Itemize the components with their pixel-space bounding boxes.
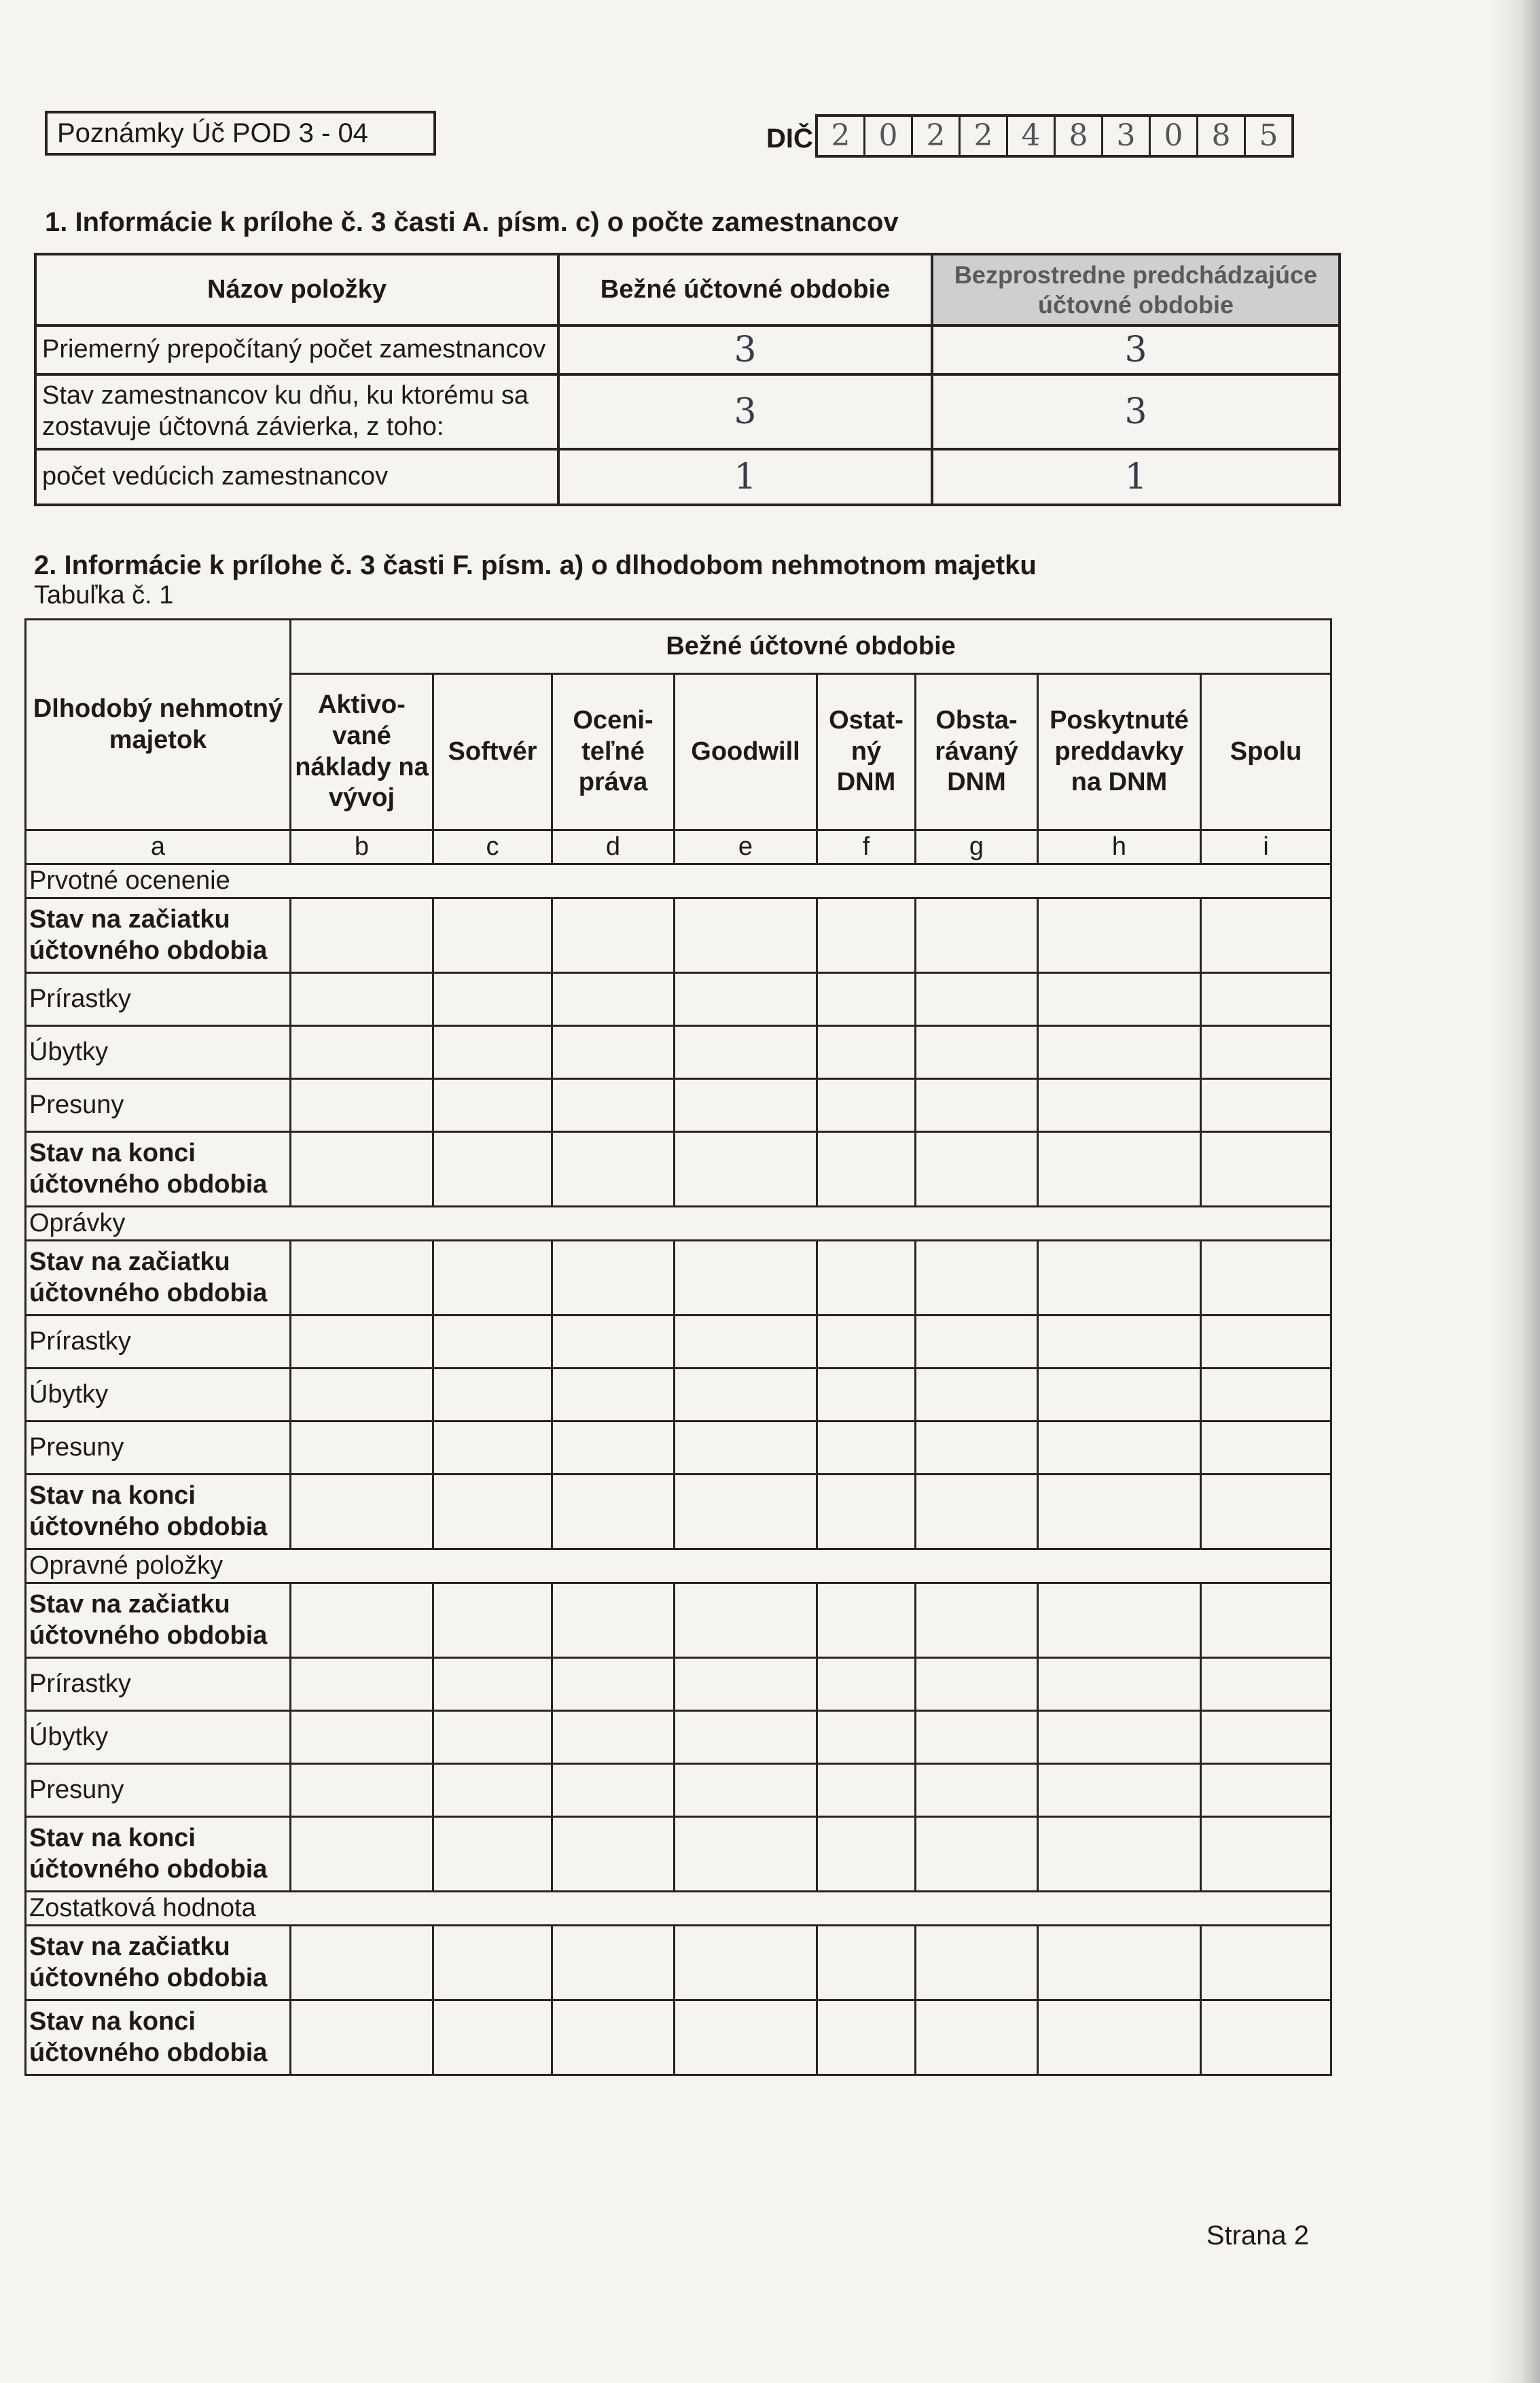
value-cell[interactable] bbox=[1201, 973, 1331, 1026]
value-cell[interactable] bbox=[675, 898, 817, 973]
dic-digit[interactable]: 2 bbox=[961, 117, 1008, 155]
employees-table bbox=[34, 253, 1341, 506]
value-cell[interactable] bbox=[433, 1422, 552, 1475]
current-value[interactable]: 1 bbox=[558, 449, 932, 505]
value-cell[interactable] bbox=[1038, 1132, 1201, 1207]
section1-title: 1. Informácie k prílohe č. 3 časti A. písm. c) o počte zamestnancov bbox=[45, 207, 899, 237]
value-cell[interactable] bbox=[817, 1817, 916, 1892]
value-cell[interactable] bbox=[675, 973, 817, 1026]
value-cell[interactable] bbox=[916, 1079, 1038, 1132]
value-cell[interactable] bbox=[916, 1241, 1038, 1316]
value-cell[interactable] bbox=[433, 1926, 552, 2000]
value-cell[interactable] bbox=[1038, 1658, 1201, 1711]
value-cell[interactable] bbox=[433, 898, 552, 973]
value-cell[interactable] bbox=[552, 1316, 675, 1369]
value-cell[interactable] bbox=[817, 1422, 916, 1475]
value-cell[interactable] bbox=[817, 973, 916, 1026]
previous-value[interactable]: 3 bbox=[932, 374, 1340, 449]
value-cell[interactable] bbox=[675, 1241, 817, 1316]
value-cell[interactable] bbox=[916, 2000, 1038, 2075]
value-cell[interactable] bbox=[1038, 1764, 1201, 1817]
row-label: Stav na konci účtovného obdobia bbox=[26, 1817, 291, 1892]
col-letter: e bbox=[675, 830, 817, 864]
value-cell[interactable] bbox=[675, 1026, 817, 1079]
value-cell[interactable] bbox=[817, 1026, 916, 1079]
value-cell[interactable] bbox=[433, 1079, 552, 1132]
table-row bbox=[26, 1369, 1331, 1422]
dic-digit[interactable]: 2 bbox=[913, 117, 961, 155]
col-header: Oceni- teľné práva bbox=[552, 674, 675, 830]
value-cell[interactable] bbox=[1038, 1583, 1201, 1658]
col-name-header: Názov položky bbox=[35, 254, 558, 325]
value-cell[interactable] bbox=[433, 1658, 552, 1711]
value-cell[interactable] bbox=[916, 1026, 1038, 1079]
col-group-header: Bežné účtovné obdobie bbox=[291, 620, 1331, 674]
col-header: Goodwill bbox=[675, 674, 817, 830]
value-cell[interactable] bbox=[817, 1475, 916, 1549]
value-cell[interactable] bbox=[1201, 1132, 1331, 1207]
dic-digit[interactable]: 4 bbox=[1008, 117, 1056, 155]
table-row bbox=[26, 1026, 1331, 1079]
dic-digit[interactable]: 8 bbox=[1056, 117, 1103, 155]
row-label: Stav na začiatku účtovného obdobia bbox=[26, 898, 291, 973]
value-cell[interactable] bbox=[433, 1475, 552, 1549]
value-cell[interactable] bbox=[1201, 1422, 1331, 1475]
value-cell[interactable] bbox=[291, 2000, 433, 2075]
value-cell[interactable] bbox=[1201, 1241, 1331, 1316]
col-header: Poskytnuté preddavky na DNM bbox=[1038, 674, 1201, 830]
value-cell[interactable] bbox=[675, 1817, 817, 1892]
value-cell[interactable] bbox=[1201, 1583, 1331, 1658]
value-cell[interactable] bbox=[1038, 1079, 1201, 1132]
value-cell[interactable] bbox=[552, 1475, 675, 1549]
value-cell[interactable] bbox=[817, 1764, 916, 1817]
row-label: Úbytky bbox=[26, 1711, 291, 1764]
value-cell[interactable] bbox=[552, 1817, 675, 1892]
value-cell[interactable] bbox=[433, 1241, 552, 1316]
intangible-assets-table bbox=[24, 618, 1332, 2076]
col-letter: i bbox=[1201, 830, 1331, 864]
col-previous-header: Bezprostredne predchádzajúce účtovné obdobie bbox=[932, 254, 1340, 325]
value-cell[interactable] bbox=[1201, 1817, 1331, 1892]
value-cell[interactable] bbox=[291, 1316, 433, 1369]
value-cell[interactable] bbox=[291, 1711, 433, 1764]
value-cell[interactable] bbox=[1201, 1711, 1331, 1764]
value-cell[interactable] bbox=[552, 1583, 675, 1658]
value-cell[interactable] bbox=[552, 1079, 675, 1132]
value-cell[interactable] bbox=[552, 1658, 675, 1711]
table-row bbox=[26, 1316, 1331, 1369]
dic-digit[interactable]: 8 bbox=[1198, 117, 1246, 155]
value-cell[interactable] bbox=[916, 1316, 1038, 1369]
value-cell[interactable] bbox=[817, 1079, 916, 1132]
group-label: Opravné položky bbox=[26, 1549, 1331, 1583]
value-cell[interactable] bbox=[1038, 1817, 1201, 1892]
table-row bbox=[26, 1583, 1331, 1658]
value-cell[interactable] bbox=[552, 1711, 675, 1764]
value-cell[interactable] bbox=[1038, 1369, 1201, 1422]
table-row bbox=[26, 1764, 1331, 1817]
value-cell[interactable] bbox=[817, 1583, 916, 1658]
value-cell[interactable] bbox=[552, 973, 675, 1026]
value-cell[interactable] bbox=[817, 1241, 916, 1316]
group-label: Oprávky bbox=[26, 1207, 1331, 1241]
row-label: Stav na začiatku účtovného obdobia bbox=[26, 1583, 291, 1658]
value-cell[interactable] bbox=[552, 1926, 675, 2000]
value-cell[interactable] bbox=[1201, 1079, 1331, 1132]
value-cell[interactable] bbox=[916, 1583, 1038, 1658]
row-label: Úbytky bbox=[26, 1026, 291, 1079]
value-cell[interactable] bbox=[291, 1764, 433, 1817]
dic-digit[interactable]: 0 bbox=[1151, 117, 1198, 155]
value-cell[interactable] bbox=[916, 1475, 1038, 1549]
value-cell[interactable] bbox=[433, 973, 552, 1026]
value-cell[interactable] bbox=[433, 1711, 552, 1764]
value-cell[interactable] bbox=[1038, 1926, 1201, 2000]
value-cell[interactable] bbox=[552, 1369, 675, 1422]
value-cell[interactable] bbox=[1038, 1422, 1201, 1475]
value-cell[interactable] bbox=[817, 1658, 916, 1711]
dic-digit[interactable]: 0 bbox=[865, 117, 913, 155]
value-cell[interactable] bbox=[552, 1764, 675, 1817]
value-cell[interactable] bbox=[433, 1132, 552, 1207]
value-cell[interactable] bbox=[291, 1132, 433, 1207]
col-letter: b bbox=[291, 830, 433, 864]
row-label: Prírastky bbox=[26, 1316, 291, 1369]
row-label: počet vedúcich zamestnancov bbox=[35, 449, 558, 505]
value-cell[interactable] bbox=[817, 1132, 916, 1207]
value-cell[interactable] bbox=[817, 2000, 916, 2075]
value-cell[interactable] bbox=[675, 1132, 817, 1207]
current-value[interactable]: 3 bbox=[558, 325, 932, 374]
col-header: Spolu bbox=[1201, 674, 1331, 830]
value-cell[interactable] bbox=[1201, 1926, 1331, 2000]
value-cell[interactable] bbox=[291, 1583, 433, 1658]
previous-value[interactable]: 3 bbox=[932, 325, 1340, 374]
value-cell[interactable] bbox=[552, 1422, 675, 1475]
form-label: Poznámky Úč POD 3 - 04 bbox=[45, 111, 436, 156]
value-cell[interactable] bbox=[675, 1316, 817, 1369]
value-cell[interactable] bbox=[433, 1316, 552, 1369]
value-cell[interactable] bbox=[916, 1764, 1038, 1817]
value-cell[interactable] bbox=[1201, 1316, 1331, 1369]
value-cell[interactable] bbox=[916, 1369, 1038, 1422]
table-row bbox=[26, 1132, 1331, 1207]
col-letter: d bbox=[552, 830, 675, 864]
value-cell[interactable] bbox=[291, 898, 433, 973]
value-cell[interactable] bbox=[817, 1926, 916, 2000]
value-cell[interactable] bbox=[1201, 2000, 1331, 2075]
group-label: Zostatková hodnota bbox=[26, 1892, 1331, 1926]
row-label: Presuny bbox=[26, 1764, 291, 1817]
value-cell[interactable] bbox=[291, 973, 433, 1026]
col-header: Obsta- rávaný DNM bbox=[916, 674, 1038, 830]
value-cell[interactable] bbox=[433, 1369, 552, 1422]
row-label: Stav na začiatku účtovného obdobia bbox=[26, 1241, 291, 1316]
row-label: Stav zamestnancov ku dňu, ku ktorému sa zostavuje účtovná závierka, z toho: bbox=[35, 374, 558, 449]
value-cell[interactable] bbox=[916, 1132, 1038, 1207]
value-cell[interactable] bbox=[675, 1422, 817, 1475]
value-cell[interactable] bbox=[916, 973, 1038, 1026]
col-header: Aktivo- vané náklady na vývoj bbox=[291, 674, 433, 830]
table-row bbox=[26, 1817, 1331, 1892]
page-number: Strana 2 bbox=[1206, 2221, 1309, 2250]
table-row bbox=[26, 1926, 1331, 2000]
value-cell[interactable] bbox=[675, 1658, 817, 1711]
table-row bbox=[26, 1658, 1331, 1711]
value-cell[interactable] bbox=[1038, 1475, 1201, 1549]
value-cell[interactable] bbox=[916, 1422, 1038, 1475]
value-cell[interactable] bbox=[916, 1926, 1038, 2000]
page-edge-shadow bbox=[1492, 0, 1540, 2383]
col-letter: f bbox=[817, 830, 916, 864]
table-row bbox=[26, 1079, 1331, 1132]
value-cell[interactable] bbox=[291, 1658, 433, 1711]
col-letter: g bbox=[916, 830, 1038, 864]
value-cell[interactable] bbox=[552, 1241, 675, 1316]
value-cell[interactable] bbox=[291, 1026, 433, 1079]
value-cell[interactable] bbox=[916, 1817, 1038, 1892]
value-cell[interactable] bbox=[433, 1583, 552, 1658]
row-label: Stav na konci účtovného obdobia bbox=[26, 2000, 291, 2075]
value-cell[interactable] bbox=[552, 1026, 675, 1079]
value-cell[interactable] bbox=[1201, 1369, 1331, 1422]
col-current-header: Bežné účtovné obdobie bbox=[558, 254, 932, 325]
value-cell[interactable] bbox=[675, 1926, 817, 2000]
dic-boxes bbox=[815, 114, 1294, 158]
value-cell[interactable] bbox=[916, 898, 1038, 973]
value-cell[interactable] bbox=[1038, 1241, 1201, 1316]
col-letter: h bbox=[1038, 830, 1201, 864]
group-label: Prvotné ocenenie bbox=[26, 864, 1331, 898]
value-cell[interactable] bbox=[1038, 1316, 1201, 1369]
table-row bbox=[26, 1241, 1331, 1316]
dic-digit[interactable]: 2 bbox=[818, 117, 865, 155]
row-label: Prírastky bbox=[26, 1658, 291, 1711]
value-cell[interactable] bbox=[1201, 898, 1331, 973]
row-label: Stav na konci účtovného obdobia bbox=[26, 1132, 291, 1207]
value-cell[interactable] bbox=[817, 898, 916, 973]
row-label: Presuny bbox=[26, 1422, 291, 1475]
value-cell[interactable] bbox=[1038, 898, 1201, 973]
dic-label: DIČ bbox=[766, 124, 813, 154]
row-label: Stav na konci účtovného obdobia bbox=[26, 1475, 291, 1549]
value-cell[interactable] bbox=[1201, 1475, 1331, 1549]
value-cell[interactable] bbox=[291, 1422, 433, 1475]
value-cell[interactable] bbox=[675, 1079, 817, 1132]
value-cell[interactable] bbox=[291, 1079, 433, 1132]
value-cell[interactable] bbox=[1038, 1026, 1201, 1079]
dic-digit[interactable]: 5 bbox=[1259, 118, 1278, 153]
value-cell[interactable] bbox=[916, 1711, 1038, 1764]
value-cell[interactable] bbox=[552, 1132, 675, 1207]
value-cell[interactable] bbox=[1201, 1658, 1331, 1711]
value-cell[interactable] bbox=[1038, 2000, 1201, 2075]
value-cell[interactable] bbox=[291, 1369, 433, 1422]
row-label: Prírastky bbox=[26, 973, 291, 1026]
row-label: Presuny bbox=[26, 1079, 291, 1132]
value-cell[interactable] bbox=[675, 1475, 817, 1549]
table-row bbox=[26, 1475, 1331, 1549]
value-cell[interactable] bbox=[916, 1658, 1038, 1711]
value-cell[interactable] bbox=[433, 1764, 552, 1817]
table-row bbox=[26, 1711, 1331, 1764]
table-row bbox=[26, 1422, 1331, 1475]
value-cell[interactable] bbox=[817, 1316, 916, 1369]
col-letter: a bbox=[26, 830, 291, 864]
value-cell[interactable] bbox=[675, 1764, 817, 1817]
value-cell[interactable] bbox=[817, 1369, 916, 1422]
col-letter: c bbox=[433, 830, 552, 864]
dic-digit[interactable]: 3 bbox=[1103, 117, 1151, 155]
row-label: Úbytky bbox=[26, 1369, 291, 1422]
row-label: Priemerný prepočítaný počet zamestnancov bbox=[35, 325, 558, 374]
col-header: Softvér bbox=[433, 674, 552, 830]
value-cell[interactable] bbox=[291, 1241, 433, 1316]
value-cell[interactable] bbox=[1201, 1026, 1331, 1079]
current-value[interactable]: 3 bbox=[558, 374, 932, 449]
table-row bbox=[26, 2000, 1331, 2075]
value-cell[interactable] bbox=[1201, 1764, 1331, 1817]
value-cell[interactable] bbox=[675, 1583, 817, 1658]
value-cell[interactable] bbox=[433, 1817, 552, 1892]
value-cell[interactable] bbox=[291, 1926, 433, 2000]
row-label: Stav na začiatku účtovného obdobia bbox=[26, 1926, 291, 2000]
value-cell[interactable] bbox=[817, 1711, 916, 1764]
value-cell[interactable] bbox=[1038, 1711, 1201, 1764]
value-cell[interactable] bbox=[291, 1817, 433, 1892]
row-header: Dlhodobý nehmotný majetok bbox=[26, 620, 291, 830]
value-cell[interactable] bbox=[675, 2000, 817, 2075]
table-row bbox=[26, 973, 1331, 1026]
table-row bbox=[26, 898, 1331, 973]
section2-title: 2. Informácie k prílohe č. 3 časti F. písm. a) o dlhodobom nehmotnom majetku bbox=[34, 550, 1037, 580]
value-cell[interactable] bbox=[675, 1711, 817, 1764]
value-cell[interactable] bbox=[433, 2000, 552, 2075]
value-cell[interactable] bbox=[552, 2000, 675, 2075]
value-cell[interactable] bbox=[675, 1369, 817, 1422]
section2-subtitle: Tabuľka č. 1 bbox=[34, 581, 174, 610]
col-header: Ostat- ný DNM bbox=[817, 674, 916, 830]
value-cell[interactable] bbox=[552, 898, 675, 973]
previous-value[interactable]: 1 bbox=[932, 449, 1340, 505]
value-cell[interactable] bbox=[1038, 973, 1201, 1026]
value-cell[interactable] bbox=[291, 1475, 433, 1549]
value-cell[interactable] bbox=[433, 1026, 552, 1079]
